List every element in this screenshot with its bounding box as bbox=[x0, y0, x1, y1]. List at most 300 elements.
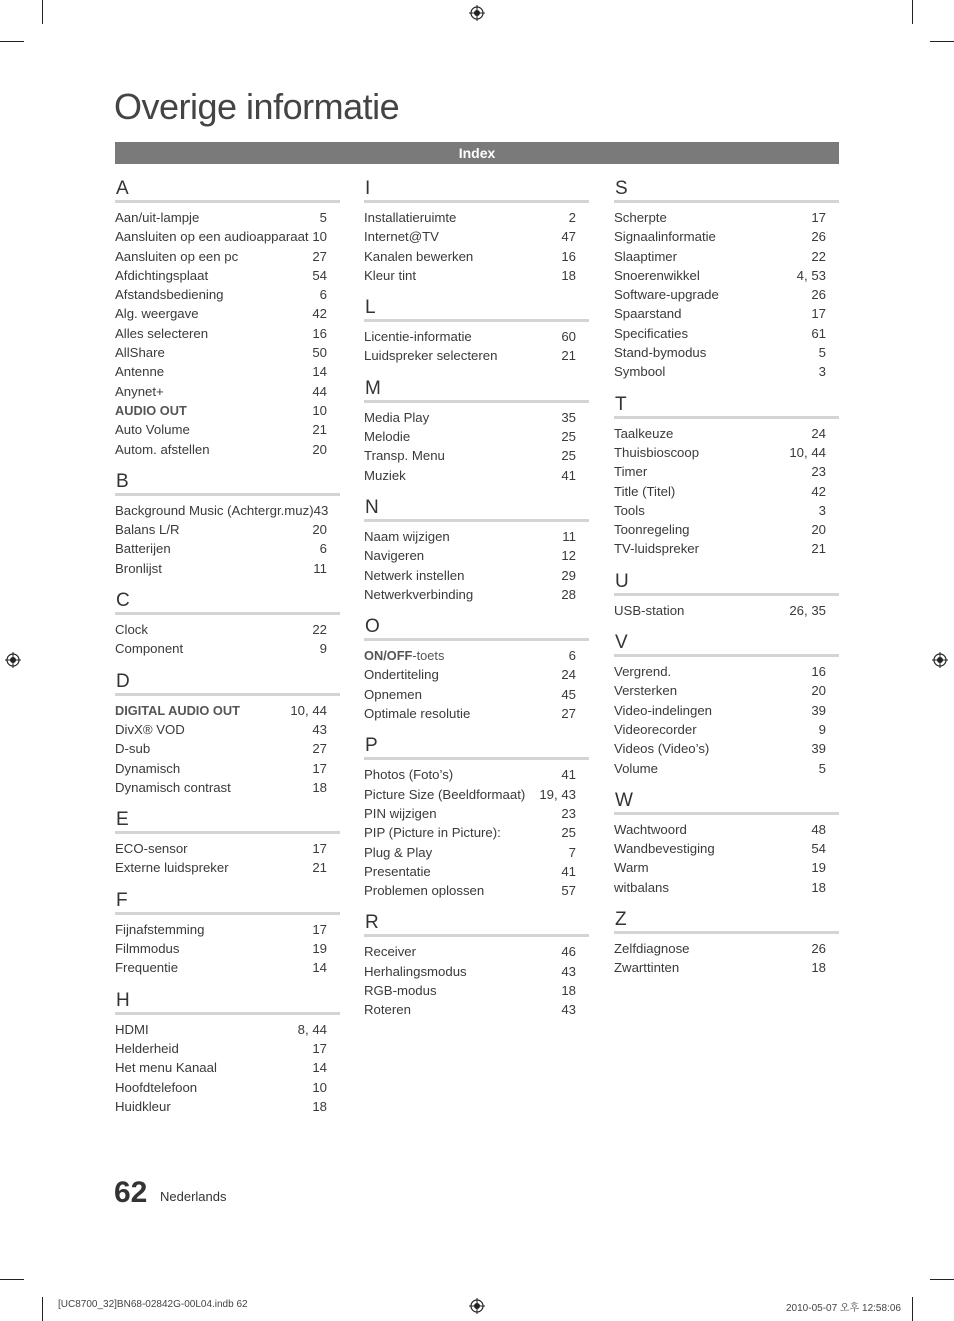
crop-mark bbox=[42, 0, 43, 24]
entry-page-ref: 21 bbox=[811, 541, 826, 557]
entry-page-ref: 43 bbox=[561, 1002, 576, 1018]
entry-term-text: Versterken bbox=[614, 683, 678, 699]
entry-term-text: Symbool bbox=[614, 364, 666, 380]
entry-list bbox=[364, 646, 589, 723]
entry-term bbox=[364, 266, 416, 285]
section-letter: R bbox=[364, 912, 589, 937]
index-entry bbox=[115, 1078, 340, 1097]
entry-page-ref: 27 bbox=[561, 706, 576, 722]
entry-page-ref: 27 bbox=[312, 248, 327, 264]
index-entry bbox=[115, 324, 340, 343]
entry-term bbox=[614, 759, 658, 778]
index-section bbox=[614, 632, 839, 778]
index-entry bbox=[364, 546, 589, 565]
section-letter: Z bbox=[614, 909, 839, 934]
index-entry bbox=[364, 408, 589, 427]
index-entry bbox=[614, 501, 839, 520]
entry-term-text: Picture Size (Beeldformaat) bbox=[364, 786, 526, 802]
index-entry bbox=[364, 266, 589, 285]
entry-term bbox=[364, 646, 444, 665]
entry-term bbox=[614, 462, 647, 481]
entry-term-text: Alg. weergave bbox=[115, 306, 199, 322]
entry-term bbox=[364, 1000, 411, 1019]
entry-page-ref: 14 bbox=[312, 960, 327, 976]
entry-term bbox=[364, 843, 432, 862]
index-entry bbox=[115, 208, 340, 227]
entry-term bbox=[115, 739, 150, 758]
index-entry bbox=[614, 324, 839, 343]
index-section bbox=[115, 590, 340, 659]
entry-list bbox=[364, 765, 589, 900]
entry-term-text: Vergrend. bbox=[614, 664, 672, 680]
index-entry bbox=[614, 208, 839, 227]
entry-term bbox=[364, 585, 473, 604]
section-letter: P bbox=[364, 735, 589, 760]
section-letter: W bbox=[614, 790, 839, 815]
entry-page-ref: 8, 44 bbox=[297, 1021, 327, 1037]
entry-page-ref: 16 bbox=[811, 664, 826, 680]
entry-page-ref: 43 bbox=[312, 721, 327, 737]
index-entry bbox=[364, 804, 589, 823]
entry-page-ref: 7 bbox=[568, 844, 576, 860]
entry-term bbox=[115, 208, 199, 227]
index-entry bbox=[115, 362, 340, 381]
section-letter: S bbox=[614, 178, 839, 203]
entry-term-text: Tools bbox=[614, 502, 645, 518]
entry-list bbox=[115, 701, 340, 797]
entry-page-ref: 22 bbox=[811, 248, 826, 264]
crop-mark bbox=[0, 1279, 24, 1280]
entry-list bbox=[614, 939, 839, 978]
entry-list bbox=[115, 1020, 340, 1116]
entry-term bbox=[115, 266, 208, 285]
entry-term bbox=[614, 681, 677, 700]
entry-term bbox=[614, 720, 697, 739]
index-entry bbox=[115, 739, 340, 758]
entry-term-text: Opnemen bbox=[364, 686, 422, 702]
index-entry bbox=[115, 759, 340, 778]
index-entry bbox=[364, 881, 589, 900]
entry-term-text: Problemen oplossen bbox=[364, 883, 485, 899]
index-entry bbox=[364, 962, 589, 981]
entry-term-text: DIGITAL AUDIO OUT bbox=[115, 702, 240, 718]
entry-term bbox=[364, 408, 429, 427]
crop-mark bbox=[912, 0, 913, 24]
index-entry bbox=[364, 566, 589, 585]
entry-term-text: Zelfdiagnose bbox=[614, 941, 690, 957]
entry-term bbox=[614, 304, 681, 323]
entry-page-ref: 11 bbox=[313, 560, 327, 576]
entry-page-ref: 10, 44 bbox=[789, 444, 826, 460]
entry-term bbox=[614, 878, 669, 897]
entry-term-text: Thuisbioscoop bbox=[614, 444, 700, 460]
entry-term bbox=[115, 559, 162, 578]
index-entry bbox=[614, 285, 839, 304]
index-entry bbox=[364, 247, 589, 266]
entry-term bbox=[614, 701, 712, 720]
entry-term bbox=[115, 304, 199, 323]
entry-page-ref: 4, 53 bbox=[796, 267, 826, 283]
print-slug-date: 2010-05-07 오후 12:58:06 bbox=[786, 1303, 901, 1314]
section-letter: L bbox=[364, 297, 589, 322]
section-letter: N bbox=[364, 497, 589, 522]
entry-term bbox=[614, 501, 645, 520]
entry-list bbox=[614, 424, 839, 559]
entry-term-text: RGB-modus bbox=[364, 983, 437, 999]
index-entry bbox=[614, 939, 839, 958]
registration-mark-icon bbox=[469, 1298, 485, 1314]
index-entry bbox=[364, 646, 589, 665]
index-entry bbox=[364, 862, 589, 881]
index-entry bbox=[614, 759, 839, 778]
entry-page-ref: 43 bbox=[313, 502, 329, 518]
index-entry bbox=[364, 446, 589, 465]
crop-mark bbox=[930, 41, 954, 42]
index-entry bbox=[115, 1058, 340, 1077]
entry-page-ref: 6 bbox=[319, 541, 327, 557]
index-entry bbox=[115, 720, 340, 739]
index-section bbox=[614, 571, 839, 620]
index-entry bbox=[364, 823, 589, 842]
entry-page-ref: 10 bbox=[312, 1079, 327, 1095]
index-section bbox=[614, 909, 839, 978]
entry-page-ref: 14 bbox=[312, 1060, 327, 1076]
entry-page-ref: 18 bbox=[561, 983, 576, 999]
entry-term bbox=[614, 266, 700, 285]
entry-term-text: PIN wijzigen bbox=[364, 805, 437, 821]
entry-page-ref: 18 bbox=[312, 779, 327, 795]
index-section bbox=[364, 497, 589, 604]
entry-page-ref: 10 bbox=[312, 402, 327, 418]
entry-term-text: Videos (Video’s) bbox=[614, 741, 710, 757]
entry-term bbox=[115, 920, 204, 939]
entry-term bbox=[115, 501, 314, 520]
entry-term-text: Title (Titel) bbox=[614, 483, 676, 499]
index-entry bbox=[364, 1000, 589, 1019]
entry-term bbox=[115, 701, 240, 720]
entry-term-text: Installatieruimte bbox=[364, 210, 457, 225]
entry-term-text: Bronlijst bbox=[115, 560, 162, 576]
entry-term-text: Videorecorder bbox=[614, 721, 697, 737]
section-letter: E bbox=[115, 809, 340, 834]
entry-term-text: witbalans bbox=[614, 879, 669, 895]
entry-term bbox=[364, 704, 470, 723]
entry-page-ref: 17 bbox=[312, 921, 327, 937]
entry-term-text: Toonregeling bbox=[614, 522, 690, 538]
entry-term-text: Timer bbox=[614, 464, 648, 480]
entry-term-text: Balans L/R bbox=[115, 522, 180, 538]
entry-term bbox=[115, 720, 185, 739]
index-entry bbox=[614, 520, 839, 539]
entry-term-text: Navigeren bbox=[364, 548, 425, 564]
entry-term-text: Externe luidspreker bbox=[115, 860, 229, 876]
crop-mark bbox=[42, 1297, 43, 1321]
entry-term bbox=[115, 420, 190, 439]
index-entry bbox=[364, 942, 589, 961]
entry-term bbox=[364, 446, 445, 465]
index-entry bbox=[614, 539, 839, 558]
entry-term bbox=[614, 362, 665, 381]
entry-term bbox=[364, 804, 437, 823]
entry-term bbox=[614, 227, 716, 246]
entry-term bbox=[614, 324, 688, 343]
entry-term-text: Naam wijzigen bbox=[364, 528, 450, 544]
index-entry bbox=[115, 1020, 340, 1039]
index-entry bbox=[364, 704, 589, 723]
index-entry bbox=[614, 482, 839, 501]
entry-page-ref: 19 bbox=[811, 860, 826, 876]
entry-term bbox=[115, 1020, 149, 1039]
index-entry bbox=[614, 362, 839, 381]
entry-term bbox=[364, 227, 439, 246]
index-entry bbox=[115, 520, 340, 539]
entry-term bbox=[614, 939, 690, 958]
entry-term-text: USB-station bbox=[614, 602, 685, 618]
entry-page-ref: 2 bbox=[568, 210, 576, 225]
section-letter: I bbox=[364, 178, 589, 203]
entry-term-text: D-sub bbox=[115, 741, 151, 757]
entry-term-text: DivX® VOD bbox=[115, 721, 185, 737]
entry-list bbox=[115, 920, 340, 978]
index-entry bbox=[115, 227, 340, 246]
entry-term-text: Taalkeuze bbox=[614, 425, 674, 441]
entry-page-ref: 20 bbox=[312, 441, 327, 457]
index-section bbox=[115, 809, 340, 878]
index-entry bbox=[115, 559, 340, 578]
entry-page-ref: 46 bbox=[561, 944, 576, 960]
entry-term bbox=[614, 839, 715, 858]
entry-page-ref: 20 bbox=[811, 522, 826, 538]
index-entry bbox=[115, 839, 340, 858]
entry-term-text: Zwarttinten bbox=[614, 960, 680, 976]
entry-page-ref: 20 bbox=[811, 683, 826, 699]
page-language: Nederlands bbox=[160, 1189, 227, 1204]
index-entry bbox=[115, 539, 340, 558]
entry-term bbox=[614, 662, 671, 681]
entry-term-text: Batterijen bbox=[115, 541, 171, 557]
entry-term bbox=[614, 247, 677, 266]
entry-term-text: Huidkleur bbox=[115, 1098, 171, 1114]
index-entry bbox=[614, 858, 839, 877]
print-slug-file: [UC8700_32]BN68-02842G-00L04.indb 62 bbox=[58, 1299, 248, 1310]
entry-page-ref: 20 bbox=[312, 522, 327, 538]
entry-page-ref: 26 bbox=[811, 229, 826, 245]
index-column-3 bbox=[614, 178, 839, 990]
index-entry bbox=[614, 601, 839, 620]
entry-term-text: ECO-sensor bbox=[115, 841, 188, 857]
index-entry bbox=[614, 662, 839, 681]
entry-term-text: Snoerenwikkel bbox=[614, 267, 700, 283]
entry-term bbox=[364, 962, 467, 981]
entry-page-ref: 48 bbox=[811, 821, 826, 837]
entry-term-text: Het menu Kanaal bbox=[115, 1060, 217, 1076]
entry-page-ref: 6 bbox=[568, 648, 576, 664]
entry-page-ref: 43 bbox=[561, 963, 576, 979]
entry-term bbox=[115, 839, 188, 858]
index-section bbox=[115, 471, 340, 578]
entry-page-ref: 39 bbox=[811, 741, 826, 757]
entry-page-ref: 26, 35 bbox=[789, 602, 826, 618]
entry-term bbox=[115, 858, 229, 877]
entry-term-text: ON/OFF bbox=[364, 648, 413, 664]
index-entry bbox=[614, 424, 839, 443]
entry-list bbox=[364, 527, 589, 604]
entry-term bbox=[364, 823, 501, 842]
entry-page-ref: 9 bbox=[818, 721, 826, 737]
entry-term-text: Component bbox=[115, 641, 184, 657]
entry-term bbox=[364, 247, 473, 266]
index-entry bbox=[614, 701, 839, 720]
entry-page-ref: 50 bbox=[312, 345, 327, 361]
entry-page-ref: 42 bbox=[811, 483, 826, 499]
index-entry bbox=[614, 343, 839, 362]
entry-page-ref: 10 bbox=[312, 229, 327, 245]
entry-term bbox=[614, 820, 687, 839]
entry-page-ref: 17 bbox=[811, 210, 826, 225]
entry-page-ref: 17 bbox=[312, 1040, 327, 1056]
entry-page-ref: 17 bbox=[312, 841, 327, 857]
index-entry bbox=[614, 304, 839, 323]
entry-term bbox=[614, 520, 690, 539]
index-entry bbox=[364, 785, 589, 804]
entry-term-text: Presentatie bbox=[364, 863, 431, 879]
entry-term-text: Stand-bymodus bbox=[614, 345, 707, 361]
index-entry bbox=[115, 1039, 340, 1058]
entry-term-text: Alles selecteren bbox=[115, 325, 209, 341]
index-entry bbox=[364, 981, 589, 1000]
entry-term bbox=[614, 958, 679, 977]
entry-term bbox=[115, 227, 309, 246]
entry-term bbox=[115, 247, 238, 266]
entry-page-ref: 18 bbox=[811, 960, 826, 976]
entry-page-ref: 24 bbox=[561, 667, 576, 683]
entry-list bbox=[614, 662, 839, 778]
entry-page-ref: 19 bbox=[312, 941, 327, 957]
index-entry bbox=[364, 327, 589, 346]
entry-term-suffix: -toets bbox=[412, 648, 445, 664]
entry-term bbox=[614, 601, 684, 620]
entry-page-ref: 54 bbox=[312, 267, 327, 283]
entry-term-text: Software-upgrade bbox=[614, 287, 719, 303]
entry-term-text: Autom. afstellen bbox=[115, 441, 210, 457]
entry-term bbox=[364, 862, 431, 881]
index-entry bbox=[614, 227, 839, 246]
index-entry bbox=[115, 285, 340, 304]
entry-term-text: Wachtwoord bbox=[614, 821, 687, 837]
registration-mark-icon bbox=[932, 652, 948, 668]
index-entry bbox=[115, 620, 340, 639]
entry-page-ref: 12 bbox=[561, 548, 576, 564]
section-letter: B bbox=[115, 471, 340, 496]
index-entry bbox=[115, 958, 340, 977]
entry-page-ref: 29 bbox=[561, 567, 576, 583]
entry-page-ref: 21 bbox=[312, 422, 327, 438]
entry-term bbox=[364, 566, 464, 585]
entry-term-text: Licentie-informatie bbox=[364, 329, 472, 345]
entry-term bbox=[364, 527, 450, 546]
entry-term bbox=[614, 858, 649, 877]
entry-term bbox=[364, 346, 497, 365]
entry-page-ref: 3 bbox=[818, 364, 826, 380]
entry-page-ref: 17 bbox=[811, 306, 826, 322]
entry-term bbox=[364, 881, 484, 900]
entry-page-ref: 6 bbox=[319, 287, 327, 303]
section-letter: U bbox=[614, 571, 839, 596]
index-entry bbox=[115, 639, 340, 658]
entry-term-text: Internet@TV bbox=[364, 229, 439, 245]
index-section bbox=[364, 378, 589, 485]
entry-page-ref: 25 bbox=[561, 448, 576, 464]
entry-page-ref: 19, 43 bbox=[539, 786, 576, 802]
entry-term bbox=[364, 546, 424, 565]
index-section bbox=[115, 671, 340, 797]
entry-term bbox=[364, 785, 525, 804]
entry-term bbox=[614, 443, 699, 462]
index-entry bbox=[364, 843, 589, 862]
entry-term bbox=[364, 208, 456, 227]
index-entry bbox=[364, 227, 589, 246]
entry-list bbox=[614, 601, 839, 620]
entry-page-ref: 5 bbox=[319, 210, 327, 225]
entry-term-text: Fijnafstemming bbox=[115, 921, 205, 937]
entry-term bbox=[115, 285, 224, 304]
section-letter: C bbox=[115, 590, 340, 615]
entry-term-text: Signaalinformatie bbox=[614, 229, 716, 245]
index-entry bbox=[364, 665, 589, 684]
entry-term-text: Photos (Foto’s) bbox=[364, 767, 454, 783]
entry-term-text: Aansluiten op een pc bbox=[115, 248, 239, 264]
section-letter: V bbox=[614, 632, 839, 657]
entry-page-ref: 11 bbox=[562, 528, 576, 544]
entry-list bbox=[364, 942, 589, 1019]
entry-term-text: Aan/uit-lampje bbox=[115, 210, 200, 225]
entry-term bbox=[115, 1039, 179, 1058]
index-section bbox=[614, 394, 839, 559]
entry-list bbox=[115, 620, 340, 659]
index-entry bbox=[115, 701, 340, 720]
index-entry bbox=[364, 527, 589, 546]
index-entry bbox=[614, 681, 839, 700]
entry-term bbox=[115, 539, 171, 558]
index-entry bbox=[614, 958, 839, 977]
entry-page-ref: 25 bbox=[561, 825, 576, 841]
entry-term bbox=[115, 382, 164, 401]
entry-term bbox=[115, 759, 180, 778]
entry-term-text: Plug & Play bbox=[364, 844, 433, 860]
entry-page-ref: 16 bbox=[312, 325, 327, 341]
page-title: Overige informatie bbox=[114, 86, 400, 127]
entry-term-text: Antenne bbox=[115, 364, 165, 380]
index-entry bbox=[115, 440, 340, 459]
index-entry bbox=[364, 427, 589, 446]
entry-page-ref: 10, 44 bbox=[290, 702, 327, 718]
entry-term-text: Receiver bbox=[364, 944, 417, 960]
entry-page-ref: 35 bbox=[561, 409, 576, 425]
index-section bbox=[364, 178, 589, 285]
entry-page-ref: 26 bbox=[811, 287, 826, 303]
entry-term-text: Helderheid bbox=[115, 1040, 179, 1056]
index-section bbox=[364, 912, 589, 1019]
entry-page-ref: 61 bbox=[811, 325, 826, 341]
entry-term bbox=[115, 778, 231, 797]
index-column-2 bbox=[364, 178, 589, 1032]
entry-page-ref: 5 bbox=[818, 345, 826, 361]
entry-term-text: Frequentie bbox=[115, 960, 179, 976]
index-entry bbox=[614, 266, 839, 285]
entry-page-ref: 5 bbox=[818, 760, 826, 776]
entry-page-ref: 54 bbox=[811, 841, 826, 857]
index-section bbox=[115, 990, 340, 1116]
